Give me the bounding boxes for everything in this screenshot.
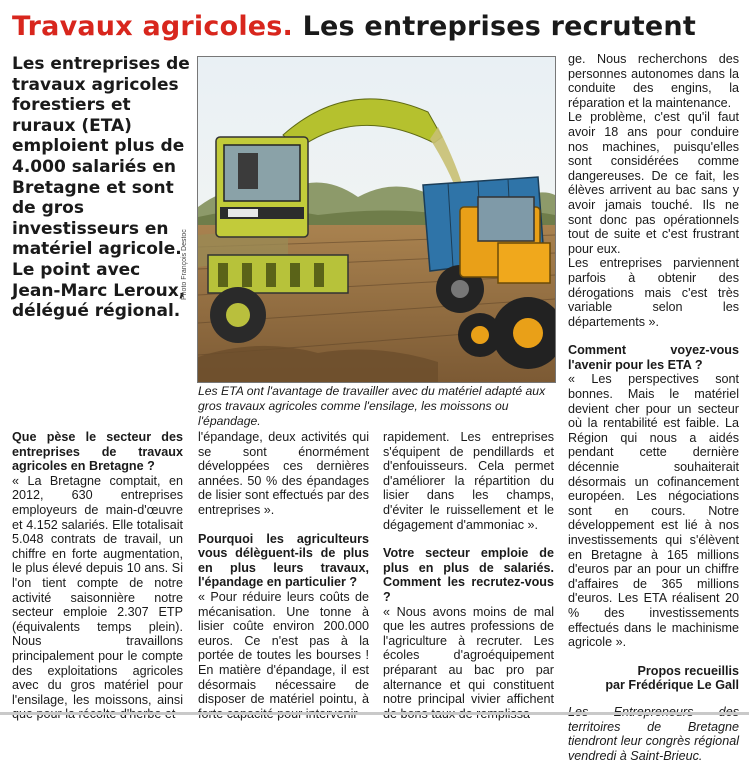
question-3: Votre secteur emploie de plus en plus de salariés. Comment les recrutez-vous ? bbox=[383, 546, 554, 604]
answer-3-paragraph-2: Le problème, c'est qu'il faut avoir 18 ans pour conduire nos machines, puisqu'elles sont considérées comme dangereuses. De ce fait, les élèves arrivent au bac sans y avoir jamais touché. Ils ne sont donc pas opérationnels tout de suite et c'est frustrant pour eux. bbox=[568, 110, 739, 256]
question-4: Comment voyez-vous l'avenir pour les ETA ? bbox=[568, 343, 739, 372]
column-1 bbox=[12, 430, 183, 722]
column-3 bbox=[383, 430, 554, 721]
answer-2: « Pour réduire leurs coûts de mécanisation. Une tonne à lisier coûte environ 200.000 euros. Ce n'est pas à la portée de toutes les bourses ! En matière d'épandage, il est désormais nécessaire de disposer de matériel pointu, à bbox=[198, 589, 369, 707]
bottom-divider bbox=[0, 712, 749, 715]
answer-3: « Nous avons moins de mal que les autres professions de l'agriculture à recruter. Les écoles d'agroéquipement préparant au bac pro par alternance et qui constituent notre principal vivier affichent bbox=[383, 604, 554, 707]
harvest-illustration bbox=[198, 57, 555, 382]
column-2 bbox=[198, 430, 369, 721]
article-title bbox=[12, 10, 696, 44]
answer-2-continued: rapidement. Les entreprises s'équipent de pendillards et d'enfouisseurs. Cela permet d'améliorer la répartition du lisier dans les champs, d'éviter le ruissellement et le dégagement d'ammoniac ». bbox=[383, 430, 554, 532]
article-photo bbox=[197, 56, 556, 383]
column-4 bbox=[568, 52, 739, 763]
answer-1: « La Bretagne comptait, en 2012, 630 entreprises employeurs de main-d'œuvre et 4.152 salariés. Elle totalisait 5.048 contrats de travail, un chiffre en forte augmentation, le plus élevé depuis 10 ans. Si l'on tient compte de notre activité saisonnière notre secteur emploie 2.307 ETP (équivalents temps plein). Nous travaillons principalement pour le compte des exploitations agricoles avec du gros matériel pour l'ensilage, les moissons, ainsi bbox=[12, 473, 183, 707]
answer-3-paragraph-3: Les entreprises parviennent parfois à obtenir des dérogations mais c'est très variable selon les départements ». bbox=[568, 256, 739, 329]
byline-line-1: Propos recueillis bbox=[637, 663, 739, 678]
answer-3-continued: ge. Nous recherchons des personnes autonomes dans la conduite des engins, la réparation et la maintenance. bbox=[568, 52, 739, 110]
byline-line-2: par Frédérique Le Gall bbox=[605, 678, 739, 693]
photo-caption: Les ETA ont l'avantage de travailler avec du matériel adapté aux gros travaux agricoles comme l'ensilage, les moissons ou l'épandage. bbox=[198, 384, 546, 428]
photo-credit: Photo François Destoc bbox=[181, 229, 188, 300]
question-1: Que pèse le secteur des entreprises de travaux agricoles en Bretagne ? bbox=[12, 430, 183, 474]
question-2: Pourquoi les agriculteurs vous délèguent-ils de plus en plus leurs travaux, l'épandage en particulier ? bbox=[198, 531, 369, 590]
answer-4: « Les perspectives sont bonnes. Mais le matériel devient cher pour un secteur où la rentabilité est faible. La Région qui nous a aidés pendant cette dernière décennie souhaiterait désormais un cofinancement européen. Les négociations sont en cours. Notre développement est lié à nos investissements qui s'élèvent en Bretagne à 165 millions d'euros par an pour un chiffre d'affaires de 365 millions d'euros. Les ETA réalisent 20 % des investissements effectués dans le machinisme agricole ». bbox=[568, 372, 739, 650]
title-kicker: Travaux agricoles. bbox=[12, 11, 294, 42]
lead-paragraph: Les entreprises de travaux agricoles forestiers et ruraux (ETA) emploient plus de 4.000 salariés en Bretagne et sont de gros investisseurs en matériel agricole. Le point avec Jean-Marc Leroux, délégué régional. bbox=[12, 54, 190, 322]
title-headline: Les entreprises recrutent bbox=[302, 11, 696, 42]
event-note: territoires de Bretagne tiendront leur congrès régional vendredi à Saint-Brieuc. bbox=[568, 719, 739, 763]
answer-1-continued: l'épandage, deux activités qui se sont énormément développées ces dernières années. 50 % des épandages de lisier sont effectués par des entreprises ». bbox=[198, 430, 369, 517]
